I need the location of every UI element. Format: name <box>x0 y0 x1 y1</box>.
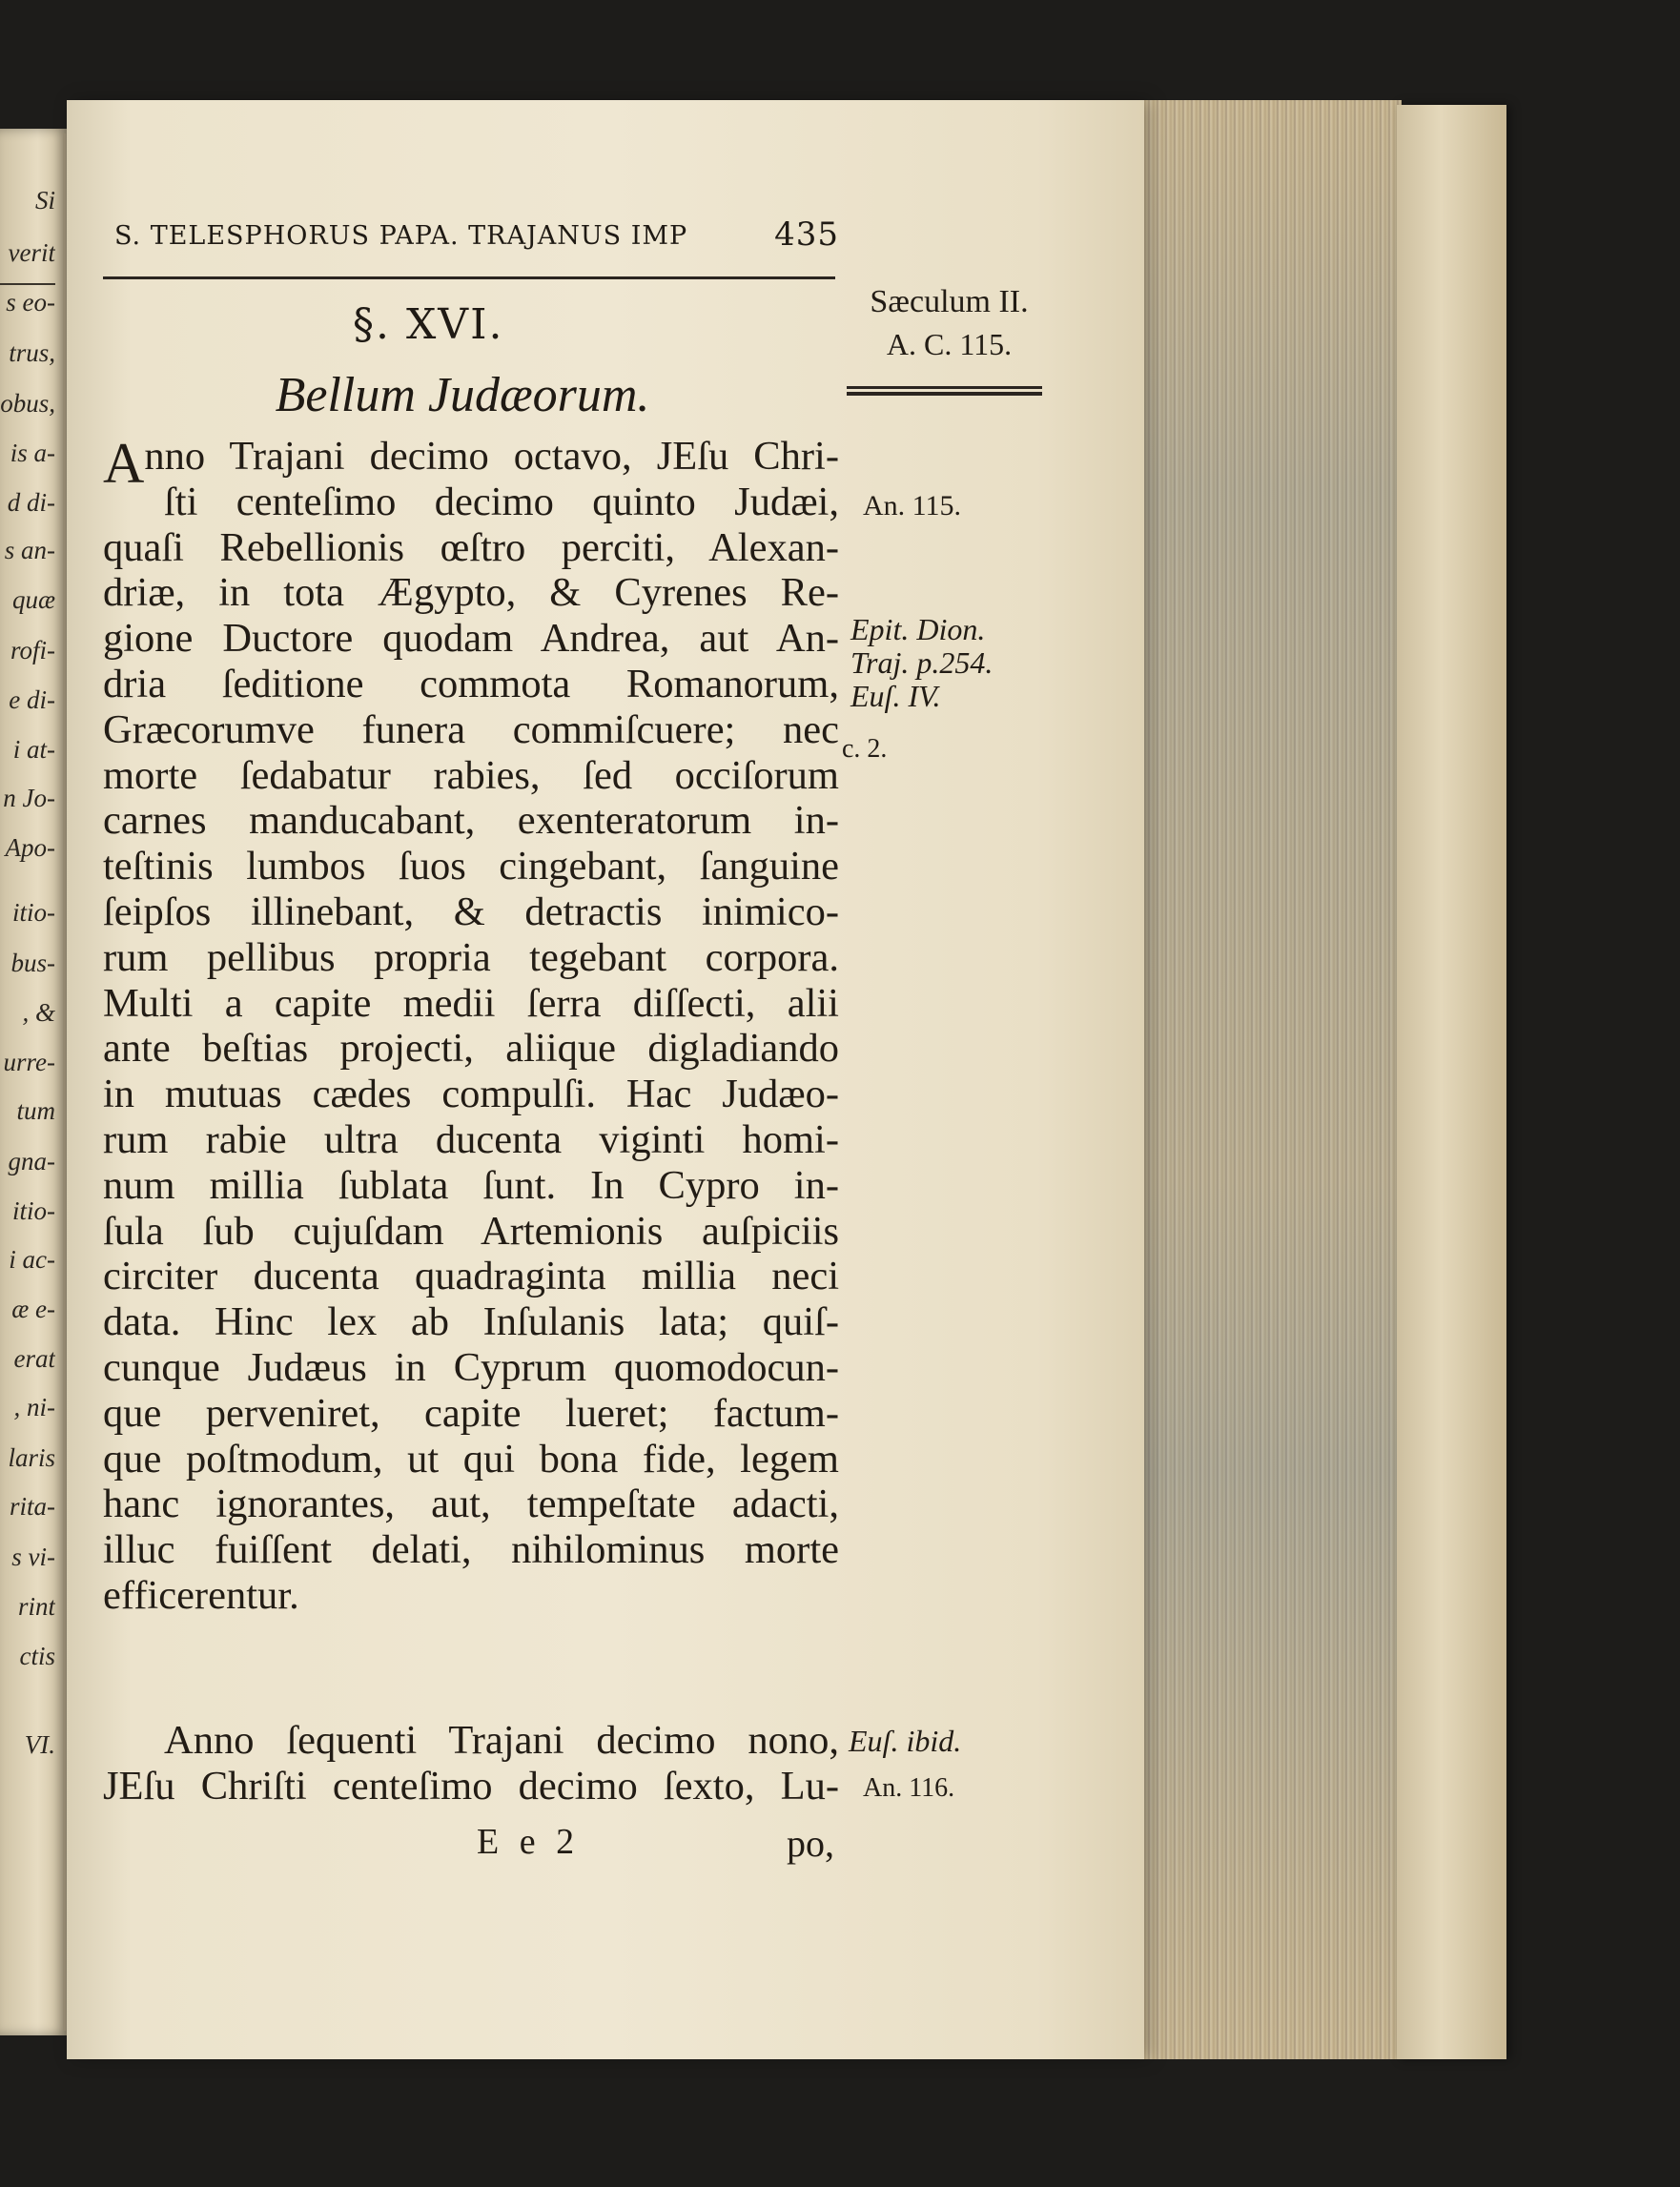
left-page-fragment: urre- <box>3 1048 55 1076</box>
text-line: que poſtmodum, ut qui bona fide, legem <box>103 1436 839 1482</box>
text-line-content: nno Trajani decimo octavo, JEſu Chri- <box>144 434 839 479</box>
gutter-shadow <box>63 133 66 2031</box>
head-rule <box>103 276 835 279</box>
left-page-fragment: tum <box>16 1096 55 1125</box>
left-page-fragment: rint <box>17 1592 55 1621</box>
left-page-fragment: is a- <box>10 439 55 467</box>
left-page-fragment: rita- <box>9 1492 55 1521</box>
text-line: Anno ſequenti Trajani decimo nono, <box>164 1718 839 1763</box>
left-page-fragment: quæ <box>11 585 55 614</box>
left-page-fragment: rofi- <box>10 636 55 664</box>
margin-an-116: An. 116. <box>863 1773 955 1803</box>
text-line: rum rabie ultra ducenta viginti homi- <box>103 1116 839 1162</box>
left-page-fragment: s an- <box>4 536 55 564</box>
left-page-fragment: bus- <box>10 949 55 977</box>
page-number: 435 <box>774 215 839 254</box>
left-page-fragment: d di- <box>7 488 55 517</box>
text-line: illuc fuiſſent delati, nihilominus morte <box>103 1527 839 1573</box>
left-page-fragment: i at- <box>12 735 55 764</box>
text-line: rum pellibus propria tegebant corpora. <box>103 934 839 980</box>
running-head-title: S. TELESPHORUS PAPA. TRAJANUS IMP <box>114 221 688 251</box>
catchword: po, <box>787 1822 834 1865</box>
text-line <box>103 432 839 495</box>
text-line: quaſi Rebellionis œſtro perciti, Alexan- <box>103 524 839 570</box>
left-page-fragment: itio- <box>12 898 55 927</box>
text-line: ſula ſub cujuſdam Artemionis auſpiciis <box>103 1208 839 1254</box>
margin-ref-chapter: c. 2. <box>842 734 888 764</box>
running-head <box>114 215 839 257</box>
text-line: data. Hinc lex ab Inſulanis lata; quiſ- <box>103 1299 839 1345</box>
left-page-fragment: erat <box>13 1344 55 1373</box>
text-line: cunque Judæus in Cyprum quomodocun- <box>103 1344 839 1390</box>
text-line: teſtinis lumbos ſuos cingebant, ſanguine <box>103 844 839 889</box>
text-line: Multi a capite medii ſerra diſſecti, alii <box>103 980 839 1026</box>
text-line: efficerentur. <box>103 1572 299 1618</box>
section-title: Bellum Judæorum. <box>275 368 650 422</box>
left-page-fragment: laris <box>8 1443 55 1472</box>
margin-year: A. C. 115. <box>886 327 1013 361</box>
section-number: §. XVI. <box>353 300 504 349</box>
left-page-fragment: s eo- <box>6 288 55 317</box>
margin-reference <box>850 613 1051 713</box>
book-fore-edge <box>1125 100 1402 2059</box>
left-page-fragment: i ac- <box>9 1245 55 1274</box>
left-page-fragment: gna- <box>8 1147 55 1175</box>
signature-mark: E e 2 <box>477 1822 581 1862</box>
book-cover-edge <box>1397 105 1506 2059</box>
margin-ref-line: Traj. p.254. <box>850 645 994 680</box>
left-page-fragment: obus, <box>0 389 55 418</box>
left-page-fragment: trus, <box>9 338 55 367</box>
text-line: Græcorumve funera commiſcuere; nec <box>103 706 839 752</box>
text-line: que perveniret, capite lueret; factum- <box>103 1390 839 1436</box>
text-line: carnes manducabant, exenteratorum in- <box>103 798 839 844</box>
left-page-fragment: itio- <box>12 1196 55 1225</box>
text-line: ſti centeſimo decimo quinto Judæi, <box>164 479 839 524</box>
body-paragraph-2 <box>103 1718 839 1809</box>
text-line: ante beſtias projecti, aliique digladiando <box>103 1026 839 1072</box>
left-page-fragment: , ni- <box>13 1393 55 1421</box>
text-line: gione Ductore quodam Andrea, aut An- <box>103 616 839 662</box>
margin-an-115: An. 115. <box>863 490 962 521</box>
left-page-fragment: e di- <box>9 685 55 714</box>
text-line: num millia ſublata ſunt. In Cypro in- <box>103 1162 839 1208</box>
text-line: hanc ignorantes, aut, tempeſtate adacti, <box>103 1482 839 1527</box>
text-line: in mutuas cædes compulſi. Hac Judæo- <box>103 1072 839 1117</box>
left-page-fragment: n Jo- <box>3 784 55 812</box>
left-page-fragment: Si <box>34 186 55 215</box>
text-line: circiter ducenta quadraginta millia neci <box>103 1254 839 1299</box>
left-page-edge <box>0 129 69 2035</box>
margin-ref-line: Euſ. IV. <box>850 679 941 713</box>
margin-ref-line: Epit. Dion. <box>850 612 986 646</box>
left-page-fragment: , & <box>22 998 55 1027</box>
body-paragraph-1 <box>103 434 839 1619</box>
text-line: ſeipſos illinebant, & detractis inimico- <box>103 889 839 934</box>
left-page-fragment: ctis <box>19 1642 55 1670</box>
text-line: JEſu Chriſti centeſimo decimo ſexto, Lu- <box>103 1763 839 1809</box>
text-line: driæ, in tota Ægypto, & Cyrenes Re- <box>103 570 839 616</box>
drop-cap: A <box>103 432 145 495</box>
left-page-fragment: s vi- <box>11 1543 55 1571</box>
left-page-fragment: VI. <box>24 1730 55 1759</box>
margin-saeculum: Sæculum II. <box>870 284 1029 319</box>
text-line: morte ſedabatur rabies, ſed occiſorum <box>103 752 839 798</box>
left-page-fragment: verit <box>8 238 55 267</box>
left-page-rule <box>0 283 55 285</box>
margin-ibid: Euſ. ibid. <box>849 1724 962 1758</box>
margin-double-rule <box>847 386 1042 396</box>
left-page-fragment: æ e- <box>11 1295 55 1323</box>
left-page-fragment: Apo- <box>5 833 55 862</box>
text-line: dria ſeditione commota Romanorum, <box>103 661 839 706</box>
